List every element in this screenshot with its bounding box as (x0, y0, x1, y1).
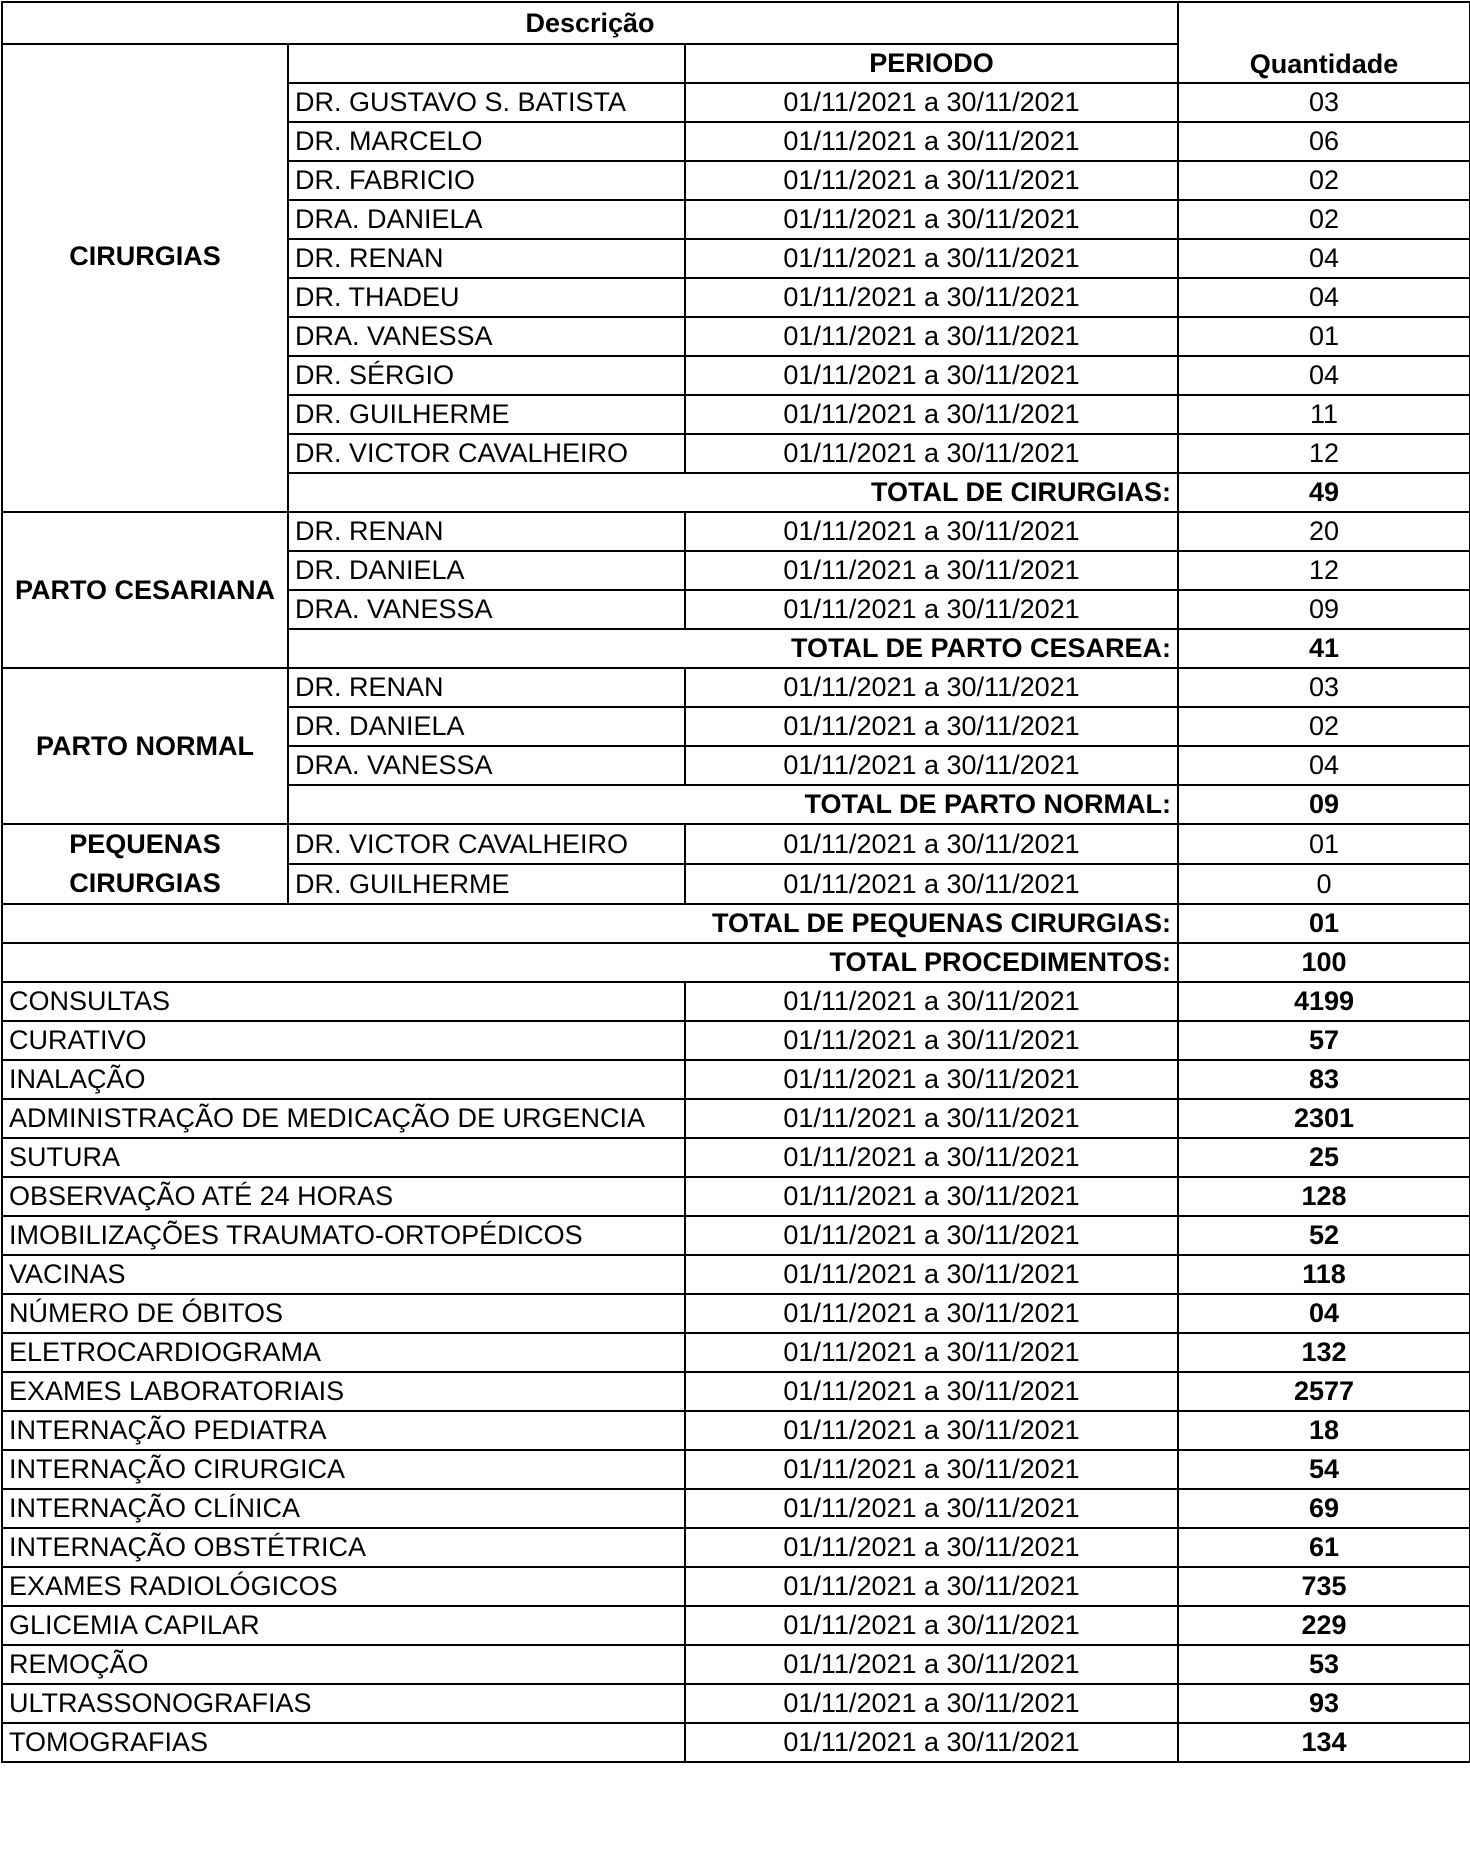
header-category-blank (2, 44, 288, 83)
period-cell: 01/11/2021 a 30/11/2021 (685, 1060, 1178, 1099)
quantity-cell: 11 (1178, 395, 1470, 434)
quantity-cell: 18 (1178, 1411, 1470, 1450)
service-name: IMOBILIZAÇÕES TRAUMATO-ORTOPÉDICOS (2, 1216, 685, 1255)
quantity-cell: 134 (1178, 1723, 1470, 1762)
period-cell: 01/11/2021 a 30/11/2021 (685, 1411, 1178, 1450)
quantity-cell: 03 (1178, 668, 1470, 707)
section-total-value: 09 (1178, 785, 1470, 824)
table-row (2, 1450, 1470, 1489)
doctor-name: DR. RENAN (288, 239, 685, 278)
service-name: ADMINISTRAÇÃO DE MEDICAÇÃO DE URGENCIA (2, 1099, 685, 1138)
period-cell: 01/11/2021 a 30/11/2021 (685, 200, 1178, 239)
procedures-report-table (1, 1, 1470, 1763)
doctor-name: DR. RENAN (288, 668, 685, 707)
quantity-cell: 01 (1178, 317, 1470, 356)
quantity-cell: 0 (1178, 864, 1470, 904)
quantity-cell: 229 (1178, 1606, 1470, 1645)
period-cell: 01/11/2021 a 30/11/2021 (685, 1450, 1178, 1489)
table-row (2, 2, 1470, 44)
period-cell: 01/11/2021 a 30/11/2021 (685, 668, 1178, 707)
table-row (2, 1177, 1470, 1216)
period-cell: 01/11/2021 a 30/11/2021 (685, 982, 1178, 1021)
section-label-cirurgias: CIRURGIAS (2, 83, 288, 512)
quantity-cell: 04 (1178, 278, 1470, 317)
table-row (2, 1060, 1470, 1099)
service-name: INTERNAÇÃO CLÍNICA (2, 1489, 685, 1528)
doctor-name: DR. GUILHERME (288, 395, 685, 434)
quantity-cell: 12 (1178, 434, 1470, 473)
period-cell: 01/11/2021 a 30/11/2021 (685, 239, 1178, 278)
service-name: INTERNAÇÃO PEDIATRA (2, 1411, 685, 1450)
service-name: INALAÇÃO (2, 1060, 685, 1099)
doctor-name: DR. DANIELA (288, 551, 685, 590)
table-row (2, 1216, 1470, 1255)
quantity-cell: 09 (1178, 590, 1470, 629)
service-name: EXAMES RADIOLÓGICOS (2, 1567, 685, 1606)
table-row (2, 1684, 1470, 1723)
service-name: EXAMES LABORATORIAIS (2, 1372, 685, 1411)
quantity-cell: 2577 (1178, 1372, 1470, 1411)
service-name: ELETROCARDIOGRAMA (2, 1333, 685, 1372)
period-cell: 01/11/2021 a 30/11/2021 (685, 1216, 1178, 1255)
table-row (2, 1333, 1470, 1372)
quantity-cell: 04 (1178, 356, 1470, 395)
period-cell: 01/11/2021 a 30/11/2021 (685, 395, 1178, 434)
doctor-name: DRA. VANESSA (288, 746, 685, 785)
quantity-cell: 83 (1178, 1060, 1470, 1099)
doctor-name: DR. SÉRGIO (288, 356, 685, 395)
doctor-name: DR. VICTOR CAVALHEIRO (288, 824, 685, 864)
service-name: VACINAS (2, 1255, 685, 1294)
section-total-label: TOTAL DE PARTO CESAREA: (288, 629, 1178, 668)
quantity-cell: 12 (1178, 551, 1470, 590)
period-cell: 01/11/2021 a 30/11/2021 (685, 122, 1178, 161)
header-descricao: Descrição (2, 2, 1178, 44)
period-cell: 01/11/2021 a 30/11/2021 (685, 864, 1178, 904)
period-cell: 01/11/2021 a 30/11/2021 (685, 434, 1178, 473)
period-cell: 01/11/2021 a 30/11/2021 (685, 1528, 1178, 1567)
period-cell: 01/11/2021 a 30/11/2021 (685, 1255, 1178, 1294)
table-row (2, 1138, 1470, 1177)
period-cell: 01/11/2021 a 30/11/2021 (685, 1606, 1178, 1645)
service-name: SUTURA (2, 1138, 685, 1177)
quantity-cell: 54 (1178, 1450, 1470, 1489)
quantity-cell: 02 (1178, 161, 1470, 200)
section-label-pequenas-cirurgias: PEQUENAS CIRURGIAS (2, 824, 288, 904)
table-row (2, 668, 1470, 707)
section-total-label: TOTAL DE PARTO NORMAL: (288, 785, 1178, 824)
service-name: REMOÇÃO (2, 1645, 685, 1684)
period-cell: 01/11/2021 a 30/11/2021 (685, 824, 1178, 864)
period-cell: 01/11/2021 a 30/11/2021 (685, 1294, 1178, 1333)
quantity-cell: 57 (1178, 1021, 1470, 1060)
table-row (2, 1294, 1470, 1333)
period-cell: 01/11/2021 a 30/11/2021 (685, 1567, 1178, 1606)
total-procedimentos-label: TOTAL PROCEDIMENTOS: (2, 943, 1178, 982)
doctor-name: DR. FABRICIO (288, 161, 685, 200)
total-procedimentos-value: 100 (1178, 943, 1470, 982)
table-row (2, 1489, 1470, 1528)
period-cell: 01/11/2021 a 30/11/2021 (685, 1645, 1178, 1684)
period-cell: 01/11/2021 a 30/11/2021 (685, 551, 1178, 590)
doctor-name: DR. MARCELO (288, 122, 685, 161)
period-cell: 01/11/2021 a 30/11/2021 (685, 1333, 1178, 1372)
quantity-cell: 02 (1178, 707, 1470, 746)
table-row (2, 824, 1470, 864)
period-cell: 01/11/2021 a 30/11/2021 (685, 278, 1178, 317)
service-name: NÚMERO DE ÓBITOS (2, 1294, 685, 1333)
service-name: GLICEMIA CAPILAR (2, 1606, 685, 1645)
period-cell: 01/11/2021 a 30/11/2021 (685, 590, 1178, 629)
header-name-blank (288, 44, 685, 83)
quantity-cell: 132 (1178, 1333, 1470, 1372)
table-row (2, 512, 1470, 551)
quantity-cell: 93 (1178, 1684, 1470, 1723)
service-name: CONSULTAS (2, 982, 685, 1021)
period-cell: 01/11/2021 a 30/11/2021 (685, 1021, 1178, 1060)
period-cell: 01/11/2021 a 30/11/2021 (685, 1723, 1178, 1762)
period-cell: 01/11/2021 a 30/11/2021 (685, 1684, 1178, 1723)
table-row (2, 1411, 1470, 1450)
section-label-parto-cesariana: PARTO CESARIANA (2, 512, 288, 668)
period-cell: 01/11/2021 a 30/11/2021 (685, 317, 1178, 356)
doctor-name: DR. RENAN (288, 512, 685, 551)
quantity-cell: 4199 (1178, 982, 1470, 1021)
table-row (2, 83, 1470, 122)
section-total-label: TOTAL DE CIRURGIAS: (288, 473, 1178, 512)
quantity-cell: 128 (1178, 1177, 1470, 1216)
table-row (2, 1372, 1470, 1411)
quantity-cell: 52 (1178, 1216, 1470, 1255)
doctor-name: DR. THADEU (288, 278, 685, 317)
table-row (2, 1645, 1470, 1684)
table-row (2, 1255, 1470, 1294)
quantity-cell: 735 (1178, 1567, 1470, 1606)
period-cell: 01/11/2021 a 30/11/2021 (685, 356, 1178, 395)
quantity-cell: 2301 (1178, 1099, 1470, 1138)
period-cell: 01/11/2021 a 30/11/2021 (685, 746, 1178, 785)
doctor-name: DR. GUILHERME (288, 864, 685, 904)
service-name: OBSERVAÇÃO ATÉ 24 HORAS (2, 1177, 685, 1216)
doctor-name: DRA. VANESSA (288, 317, 685, 356)
doctor-name: DR. VICTOR CAVALHEIRO (288, 434, 685, 473)
table-row (2, 943, 1470, 982)
service-name: CURATIVO (2, 1021, 685, 1060)
header-quantidade: Quantidade (1178, 2, 1470, 83)
header-periodo: PERIODO (685, 44, 1178, 83)
service-name: INTERNAÇÃO CIRURGICA (2, 1450, 685, 1489)
period-cell: 01/11/2021 a 30/11/2021 (685, 707, 1178, 746)
quantity-cell: 04 (1178, 746, 1470, 785)
section-total-value: 01 (1178, 904, 1470, 943)
quantity-cell: 04 (1178, 1294, 1470, 1333)
section-total-label: TOTAL DE PEQUENAS CIRURGIAS: (2, 904, 1178, 943)
section-total-value: 41 (1178, 629, 1470, 668)
table-row (2, 1021, 1470, 1060)
quantity-cell: 118 (1178, 1255, 1470, 1294)
doctor-name: DR. GUSTAVO S. BATISTA (288, 83, 685, 122)
doctor-name: DR. DANIELA (288, 707, 685, 746)
quantity-cell: 02 (1178, 200, 1470, 239)
table-row (2, 1606, 1470, 1645)
table-row (2, 1567, 1470, 1606)
quantity-cell: 61 (1178, 1528, 1470, 1567)
period-cell: 01/11/2021 a 30/11/2021 (685, 1138, 1178, 1177)
period-cell: 01/11/2021 a 30/11/2021 (685, 161, 1178, 200)
quantity-cell: 06 (1178, 122, 1470, 161)
doctor-name: DRA. DANIELA (288, 200, 685, 239)
period-cell: 01/11/2021 a 30/11/2021 (685, 83, 1178, 122)
section-label-parto-normal: PARTO NORMAL (2, 668, 288, 824)
quantity-cell: 25 (1178, 1138, 1470, 1177)
service-name: ULTRASSONOGRAFIAS (2, 1684, 685, 1723)
service-name: INTERNAÇÃO OBSTÉTRICA (2, 1528, 685, 1567)
period-cell: 01/11/2021 a 30/11/2021 (685, 512, 1178, 551)
table-row (2, 982, 1470, 1021)
period-cell: 01/11/2021 a 30/11/2021 (685, 1489, 1178, 1528)
period-cell: 01/11/2021 a 30/11/2021 (685, 1099, 1178, 1138)
table-row (2, 1723, 1470, 1762)
period-cell: 01/11/2021 a 30/11/2021 (685, 1177, 1178, 1216)
quantity-cell: 01 (1178, 824, 1470, 864)
quantity-cell: 03 (1178, 83, 1470, 122)
service-name: TOMOGRAFIAS (2, 1723, 685, 1762)
quantity-cell: 20 (1178, 512, 1470, 551)
table-row (2, 1528, 1470, 1567)
period-cell: 01/11/2021 a 30/11/2021 (685, 1372, 1178, 1411)
quantity-cell: 69 (1178, 1489, 1470, 1528)
table-row (2, 904, 1470, 943)
quantity-cell: 04 (1178, 239, 1470, 278)
doctor-name: DRA. VANESSA (288, 590, 685, 629)
quantity-cell: 53 (1178, 1645, 1470, 1684)
table-row (2, 1099, 1470, 1138)
section-total-value: 49 (1178, 473, 1470, 512)
